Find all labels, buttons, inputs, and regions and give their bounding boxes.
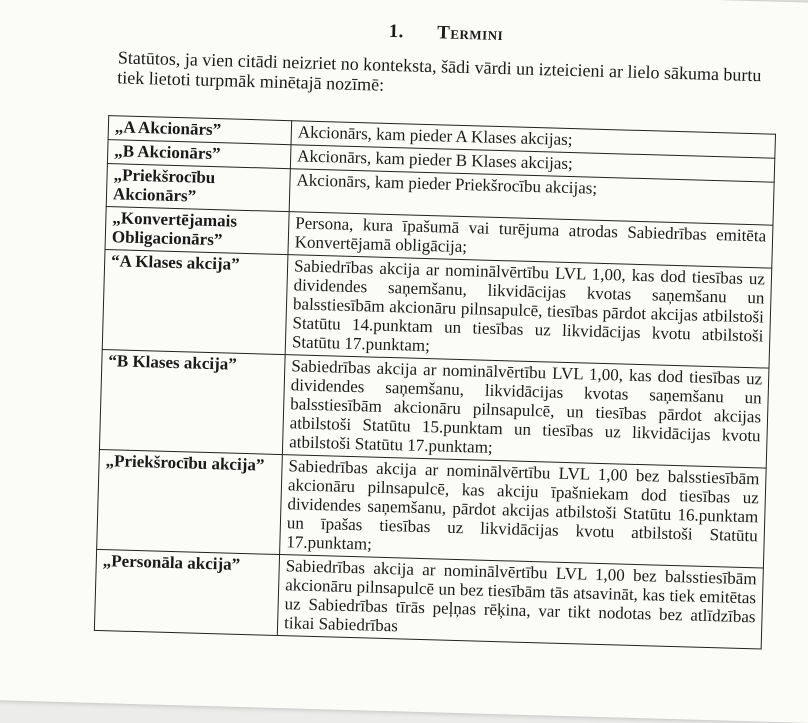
term-cell: „Priekšrocību Akcionārs” <box>106 164 290 212</box>
definition-cell: Sabiedrības akcija ar nominālvērtību LVL 1,00, kas dod tiesības uz dividendes saņemšanu, likvidācijas kvotas saņemšanu un balsstiesībām akcionāru pilnsapulcē, tiesības pārdot akcijas atbilstoši Statūtu 14.punktam un tiesības uz likvidācijas kvotu atbilstoši Statūtu 17.punktam; <box>285 255 772 368</box>
term-cell: “B Klases akcija” <box>99 349 285 454</box>
term-cell: „A Akcionārs” <box>108 116 292 145</box>
term-cell: „Personāla akcija” <box>94 549 279 635</box>
term-cell: “A Klases akcija” <box>102 250 288 355</box>
term-cell: „Konvertējamais Obligacionārs” <box>105 207 289 255</box>
definition-cell: Sabiedrības akcija ar nominālvērtību LVL 1,00 bez balsstiesībām akcionāru pilnsapulcē, kas akciju īpašniekam dod tiesības uz dividendes saņemšanu, pārdot akcijas atbilstoši Statūtu 16.punktam un īpašas tiesības uz likvidācijas kvotu atbilstoši Statūtu 17.punktam; <box>280 455 767 568</box>
term-cell: „Priekšrocību akcija” <box>97 449 283 554</box>
definition-cell: Akcionārs, kam pieder A Klases akcijas; <box>291 121 775 159</box>
term-cell: „B Akcionārs” <box>107 140 291 169</box>
definition-cell: Sabiedrības akcija ar nominālvērtību LVL 1,00, kas dod tiesības uz dividendes saņemšanu, likvidācijas kvotas saņemšanu un balsstiesībām akcionāru pilnsapulcē, un tiesības pārdot akcijas atbilstoši Statūtu 15.punktam un tiesības uz likvidācijas kvotu atbilstoši Statūtu 17.punktam; <box>282 355 769 468</box>
table-row <box>97 449 767 568</box>
table-row <box>94 549 763 649</box>
definition-cell: Akcionārs, kam pieder B Klases akcijas; <box>290 145 774 183</box>
definitions-table <box>94 115 776 649</box>
definition-cell: Akcionārs, kam pieder Priekšrocību akcijas; <box>289 169 774 225</box>
intro-paragraph: Statūtos, ja vien citādi neizriet no konteksta, šādi vārdi un izteicieni ar lielo sākuma burtu tiek lietoti turpmāk minētajā nozīmē: <box>117 47 762 95</box>
definition-cell: Persona, kura īpašumā vai turējuma atrodas Sabiedrības emitēta Konvertējamā obligācija; <box>288 212 773 268</box>
section-number: 1. <box>388 20 405 43</box>
section-heading <box>388 21 503 46</box>
table-row <box>99 349 769 468</box>
section-title: Termini <box>436 22 504 46</box>
table-row <box>102 250 772 369</box>
definition-cell: Sabiedrības akcija ar nominālvērtību LVL 1,00 bez balsstiesībām akcionāru pilnsapulcē un bez tiesībām tās atsavināt, kas tiek emitētas uz Sabiedrības tīrās peļņas rēķina, var tikt nodotas bez atlīdzības tikai Sabiedrības <box>277 555 763 649</box>
